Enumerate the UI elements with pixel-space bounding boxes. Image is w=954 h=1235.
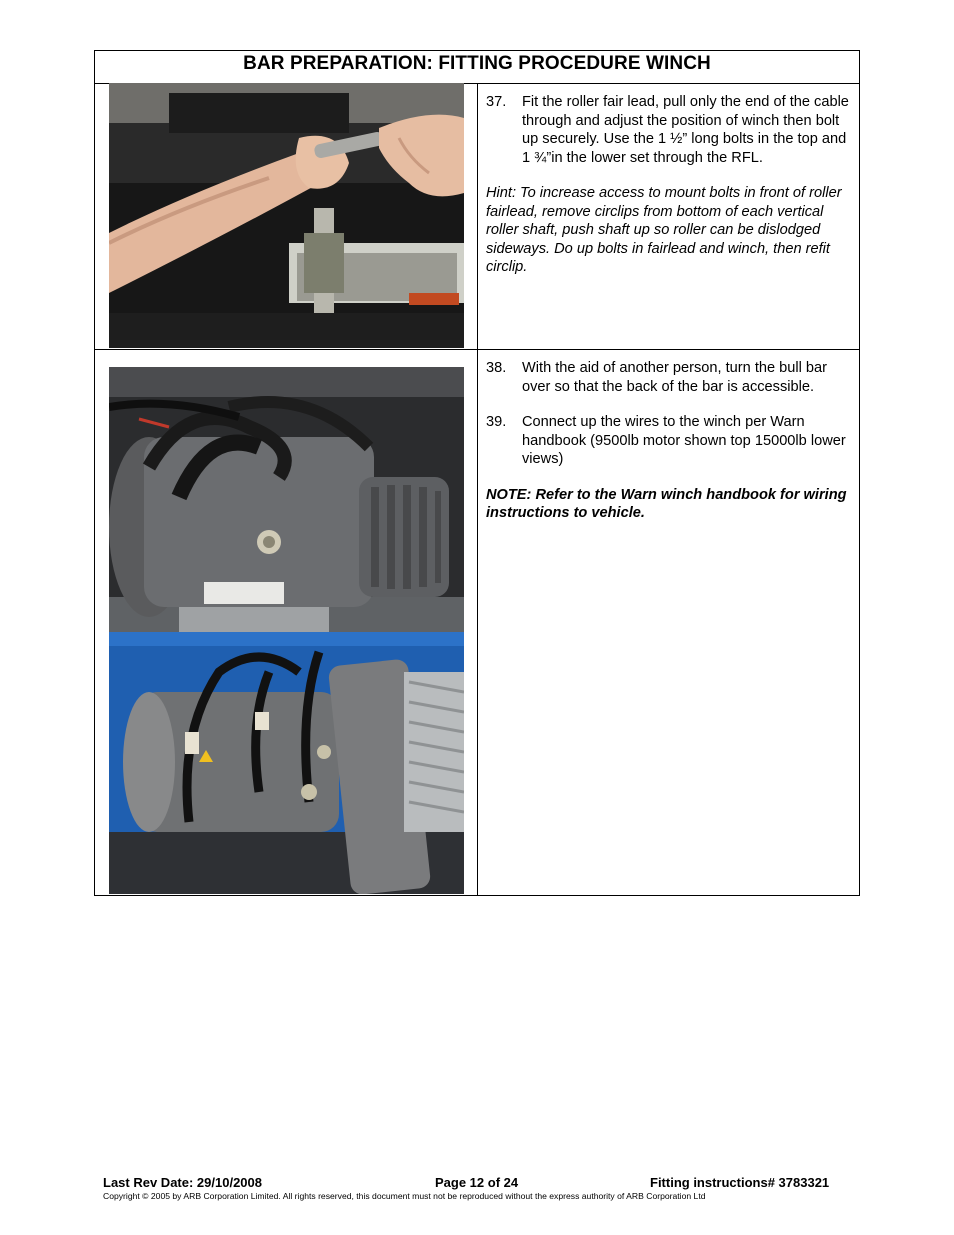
step-39	[486, 413, 852, 469]
procedure-table	[94, 50, 860, 896]
photo-winch-9500lb	[109, 367, 464, 632]
page-footer	[103, 1175, 855, 1201]
row-2-instructions	[486, 359, 852, 523]
step-text: With the aid of another person, turn the bull bar over so that the back of the bar is accessible.	[522, 360, 828, 395]
page-number: Page 12 of 24	[435, 1175, 519, 1190]
revision-date: Last Rev Date: 29/10/2008	[103, 1175, 262, 1190]
table-header	[95, 51, 859, 84]
photo-winch-15000lb	[109, 632, 464, 894]
row-1-instructions	[486, 93, 852, 277]
step-text: Connect up the wires to the winch per Warn handbook (9500lb motor shown top 15000lb lower views)	[522, 414, 846, 467]
row-divider	[95, 349, 859, 350]
step-number: 38.	[486, 360, 507, 376]
step-38	[486, 359, 852, 396]
step-number: 37.	[486, 94, 507, 110]
step-37	[486, 93, 852, 167]
hint-text: Hint: To increase access to mount bolts in front of roller fairlead, remove circlips from bottom of each vertical roller shaft, push shaft up so roller can be dislodged sideways. Do up bolts in fairlead and winch, then refit circlip.	[486, 185, 842, 275]
copyright-notice: Copyright © 2005 by ARB Corporation Limited. All rights reserved, this document must not be reproduced without the express authority of ARB Corporation Ltd	[103, 1191, 706, 1201]
page-title: BAR PREPARATION: FITTING PROCEDURE WINCH	[243, 53, 711, 74]
note-text: NOTE: Refer to the Warn winch handbook for wiring instructions to vehicle.	[486, 486, 847, 521]
step-number: 39.	[486, 414, 507, 430]
step-text: Fit the roller fair lead, pull only the end of the cable through and adjust the position of winch then bolt up securely. Use the 1 ½” long bolts in the top and 1 ¾”in the lower set through the RFL.	[522, 94, 849, 166]
photo-fitting-fairlead	[109, 83, 464, 348]
column-divider	[477, 84, 478, 895]
fitting-instructions-number: Fitting instructions# 3783321	[650, 1175, 830, 1190]
